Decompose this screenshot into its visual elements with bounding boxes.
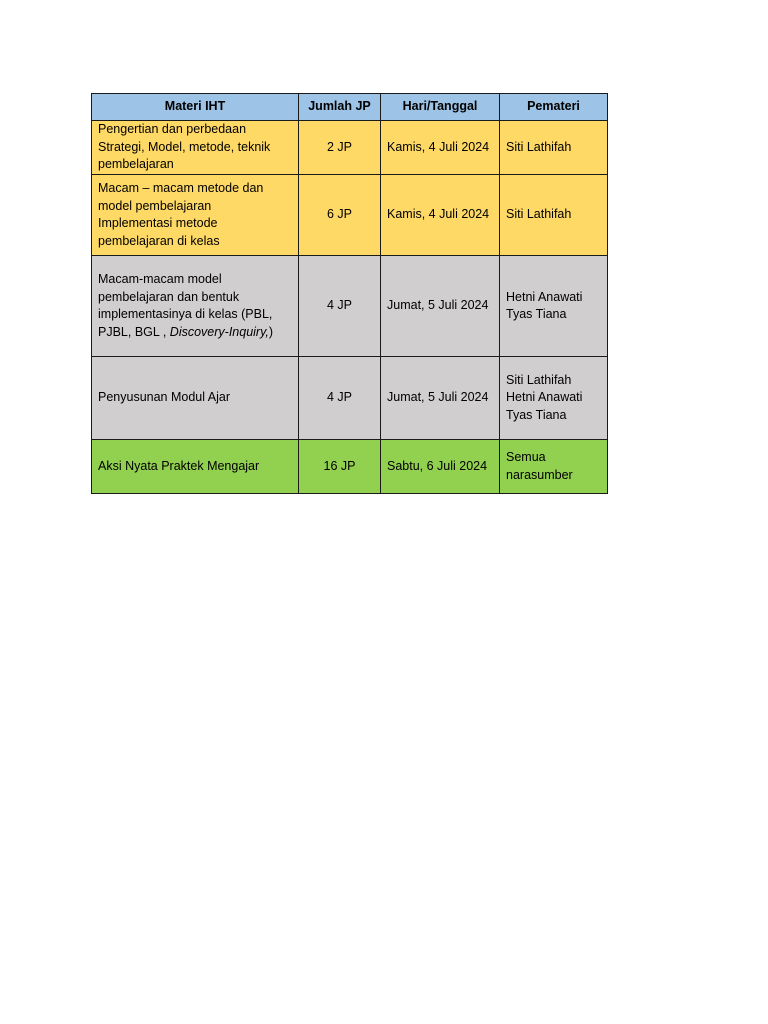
cell-pemateri: [500, 121, 608, 175]
cell-text-line: Pengertian dan perbedaan: [98, 122, 247, 137]
table-row: [92, 121, 608, 175]
schedule-table: [91, 93, 608, 494]
cell-pemateri: [500, 440, 608, 494]
cell-text-line: Siti Lathifah: [506, 207, 572, 222]
cell-tanggal: Kamis, 4 Juli 2024: [381, 175, 500, 256]
cell-text-line: Penyusunan Modul Ajar: [98, 390, 231, 405]
cell-jumlah: 4 JP: [299, 256, 381, 357]
cell-text-line: Macam-macam model: [98, 272, 222, 286]
cell-text-line: Implementasi metode: [98, 216, 218, 230]
cell-materi: [92, 121, 299, 175]
table-row: [92, 440, 608, 494]
cell-text-line: model pembelajaran: [98, 198, 212, 213]
cell-text-line: Tyas Tiana: [506, 407, 567, 422]
table-row: [92, 357, 608, 440]
cell-text-line: Siti Lathifah: [506, 139, 572, 154]
cell-text-line: Siti Lathifah: [506, 372, 572, 387]
cell-tanggal: Jumat, 5 Juli 2024: [381, 357, 500, 440]
cell-text-line: narasumber: [506, 467, 573, 482]
table-row: [92, 175, 608, 256]
cell-jumlah: 6 JP: [299, 175, 381, 256]
column-header-pemateri: Pemateri: [500, 94, 608, 121]
cell-text-fragment: PJBL, BGL ,: [98, 324, 170, 339]
cell-text-line: Hetni Anawati: [506, 390, 583, 405]
cell-tanggal: Kamis, 4 Juli 2024: [381, 121, 500, 175]
cell-text-line: Aksi Nyata Praktek Mengajar: [98, 458, 260, 473]
cell-pemateri: [500, 175, 608, 256]
cell-text-line: pembelajaran dan bentuk: [98, 289, 240, 304]
cell-pemateri: [500, 256, 608, 357]
cell-materi: [92, 440, 299, 494]
cell-text-line: Hetni Anawati: [506, 289, 583, 304]
cell-text-line: Semua: [506, 450, 546, 464]
table-row: [92, 256, 608, 357]
cell-pemateri: [500, 357, 608, 440]
cell-text-italic: Discovery-Inquiry,: [169, 324, 269, 339]
column-header-materi: Materi IHT: [92, 94, 299, 121]
cell-text-line: [98, 324, 292, 342]
column-header-tanggal: Hari/Tanggal: [381, 94, 500, 121]
cell-text-line: pembelajaran di kelas: [98, 233, 220, 248]
cell-tanggal: Jumat, 5 Juli 2024: [381, 256, 500, 357]
cell-jumlah: 2 JP: [299, 121, 381, 175]
cell-text-line: pembelajaran: [98, 157, 174, 172]
cell-text-line: Tyas Tiana: [506, 307, 567, 321]
cell-materi: [92, 357, 299, 440]
table-header-row: [92, 94, 608, 121]
column-header-jumlah: Jumlah JP: [299, 94, 381, 121]
cell-text-line: Macam – macam metode dan: [98, 181, 264, 195]
cell-materi: [92, 256, 299, 357]
cell-text-line: implementasinya di kelas (PBL,: [98, 307, 273, 321]
cell-materi: [92, 175, 299, 256]
cell-jumlah: 4 JP: [299, 357, 381, 440]
cell-jumlah: 16 JP: [299, 440, 381, 494]
cell-text-line: Strategi, Model, metode, teknik: [98, 139, 271, 154]
cell-tanggal: Sabtu, 6 Juli 2024: [381, 440, 500, 494]
cell-text-fragment: ): [268, 324, 274, 339]
